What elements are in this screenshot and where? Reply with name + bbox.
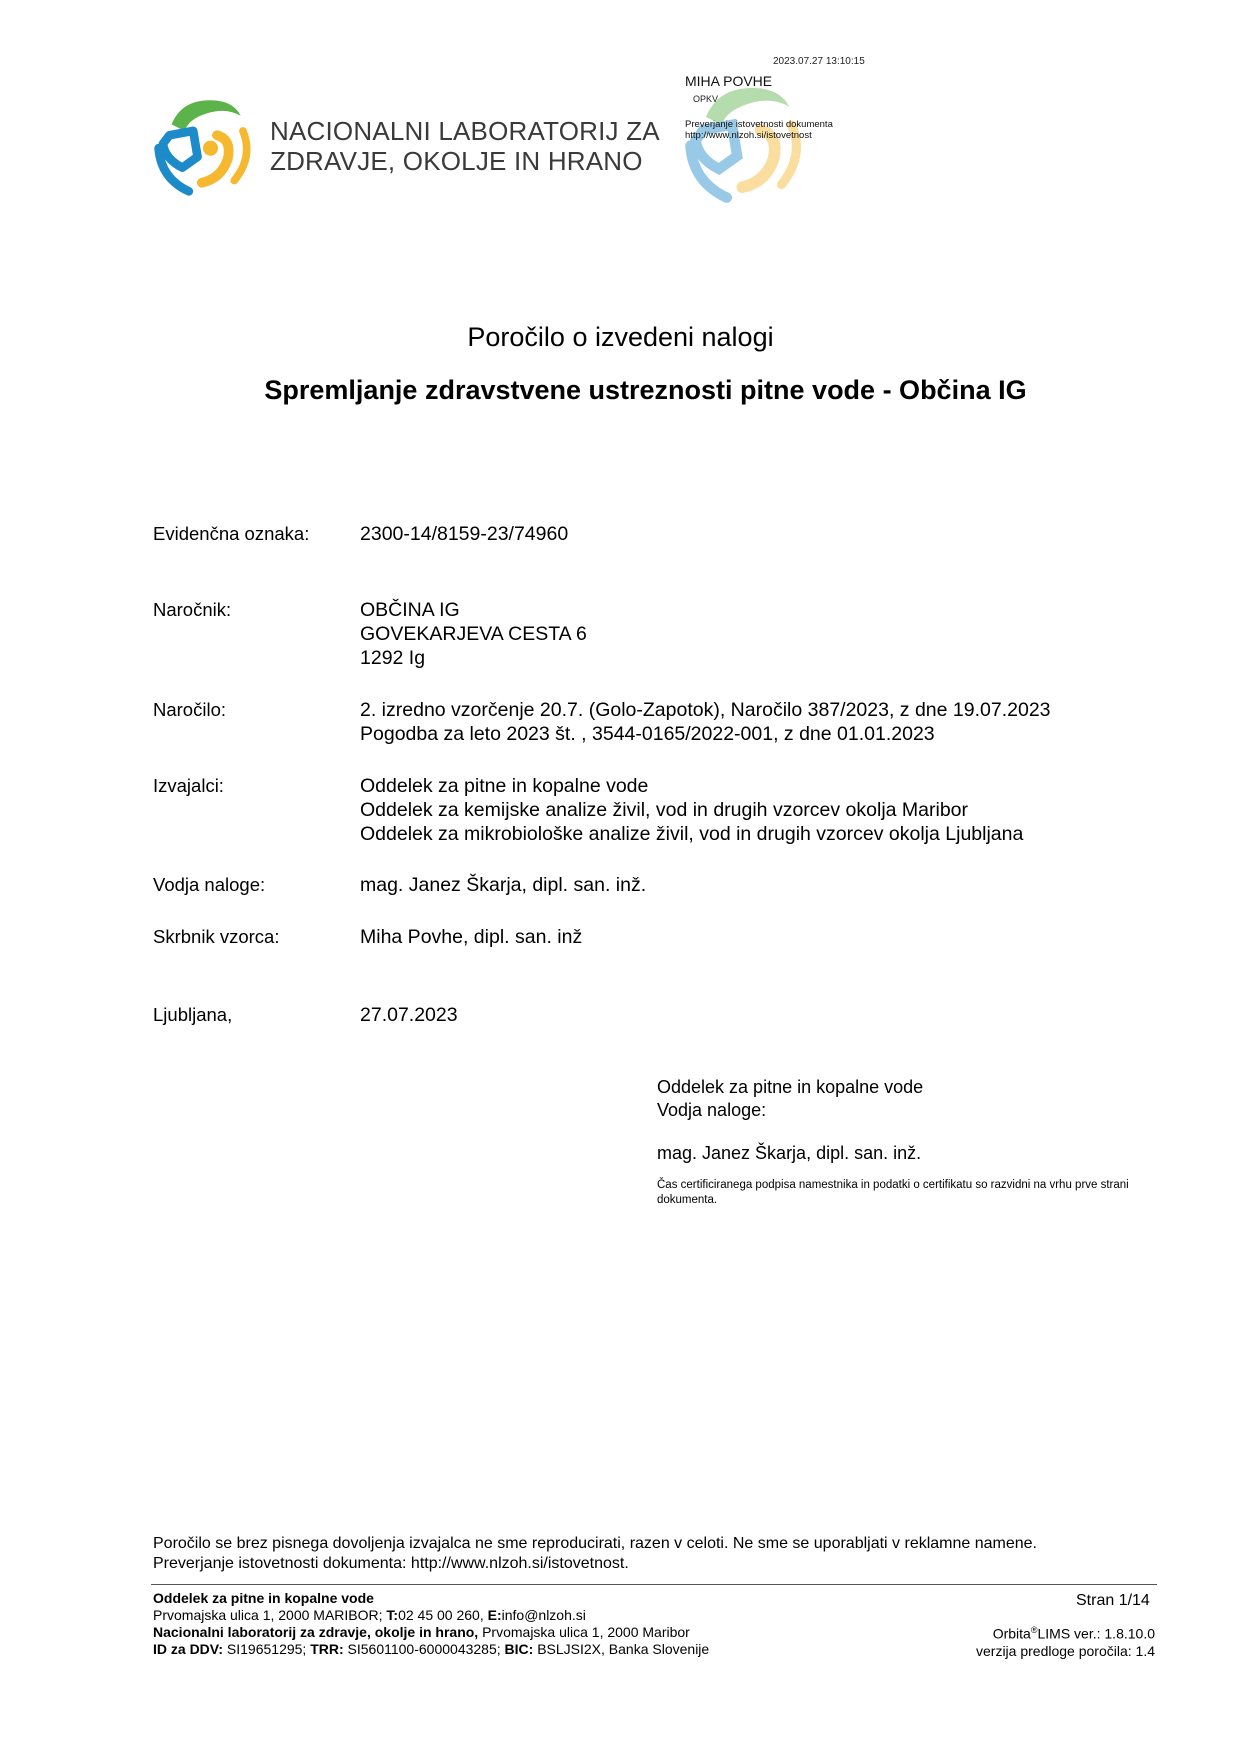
vodja-value: mag. Janez Škarja, dipl. san. inž. (360, 874, 647, 896)
footer-bic-label: BIC: (504, 1641, 534, 1657)
footer-email-label: E: (487, 1607, 502, 1623)
izvajalci-line: Oddelek za pitne in kopalne vode (360, 775, 649, 797)
narocnik-value (360, 598, 587, 670)
signature-verify-text: Preverjanje istovetnosti dokumenta (685, 119, 833, 130)
vodja-label: Vodja naloge: (153, 874, 266, 895)
lims-reg: ® (1030, 1625, 1038, 1635)
footer-info (153, 1590, 709, 1658)
footer-phone: 02 45 00 260, (398, 1607, 484, 1623)
narocilo-line: Pogodba za leto 2023 št. , 3544-0165/2022-001, z dne 01.01.2023 (360, 723, 935, 745)
lab-name-line2: ZDRAVJE, OKOLJE IN HRANO (270, 146, 643, 176)
footer-email[interactable]: info@nlzoh.si (501, 1607, 586, 1623)
izvajalci-line: Oddelek za mikrobiološke analize živil, vod in drugih vzorcev okolja Ljubljana (360, 823, 1024, 845)
footer-vat: SI19651295; (226, 1641, 307, 1657)
lab-name (270, 116, 660, 176)
disclaimer-line2: Preverjanje istovetnosti dokumenta: http://www.nlzoh.si/istovetnost. (153, 1555, 629, 1572)
footer-institution-address: Prvomajska ulica 1, 2000 Maribor (482, 1624, 690, 1640)
signature-signer: mag. Janez Škarja, dipl. san. inž. (657, 1143, 922, 1163)
signature-dept: Oddelek za pitne in kopalne vode (657, 1077, 924, 1097)
footer-trr: SI5601100-6000043285; (347, 1641, 501, 1657)
footer-dept: Oddelek za pitne in kopalne vode (153, 1590, 374, 1606)
narocnik-line: 1292 Ig (360, 647, 426, 669)
evidencna-label: Evidenčna oznaka: (153, 523, 310, 544)
lims-version: LIMS ver.: 1.8.10.0 (1037, 1625, 1155, 1642)
skrbnik-value: Miha Povhe, dipl. san. inž (360, 926, 583, 948)
narocnik-label: Naročnik: (153, 599, 232, 620)
footer-institution: Nacionalni laboratorij za zdravje, okolje in hrano, (153, 1624, 479, 1640)
signature-role: Vodja naloge: (657, 1100, 767, 1120)
signature-verify (685, 119, 833, 141)
signature-note: Čas certificiranega podpisa namestnika in podatki o certifikatu so razvidni na vrhu prve strani dokumenta. (657, 1179, 1129, 1206)
signature-timestamp: 2023.07.27 13:10:15 (773, 56, 865, 67)
narocnik-line: GOVEKARJEVA CESTA 6 (360, 623, 587, 645)
kraj-label: Ljubljana, (153, 1004, 233, 1025)
footer-divider (151, 1584, 1157, 1585)
signature-verify-link[interactable]: http://www.nlzoh.si/istovetnost (685, 130, 812, 141)
evidencna-value: 2300-14/8159-23/74960 (360, 523, 569, 545)
izvajalci-label: Izvajalci: (153, 775, 224, 796)
skrbnik-label: Skrbnik vzorca: (153, 926, 280, 947)
page-number: Stran 1/14 (1076, 1592, 1150, 1609)
lab-name-line1: NACIONALNI LABORATORIJ ZA (270, 116, 660, 146)
datum-value: 27.07.2023 (360, 1004, 458, 1026)
footer-bic: BSLJSI2X, Banka Slovenije (537, 1641, 710, 1657)
izvajalci-line: Oddelek za kemijske analize živil, vod in drugih vzorcev okolja Maribor (360, 799, 969, 821)
signature-name: MIHA POVHE (685, 73, 773, 89)
template-version: verzija predloge poročila: 1.4 (976, 1642, 1155, 1659)
nlzoh-logo (150, 92, 258, 200)
report-subtitle: Spremljanje zdravstvene ustreznosti pitne vode - Občina IG (264, 375, 1027, 405)
narocilo-value (360, 698, 1051, 746)
disclaimer-line1: Poročilo se brez pisnega dovoljenja izvajalca ne sme reproducirati, razen v celoti. Ne sme se uporabljati v reklamne namene. (153, 1535, 1037, 1552)
lims-info (976, 1622, 1155, 1660)
narocilo-line: 2. izredno vzorčenje 20.7. (Golo-Zapotok), Naročilo 387/2023, z dne 19.07.2023 (360, 699, 1051, 721)
signature-block (657, 1076, 923, 1122)
narocilo-label: Naročilo: (153, 699, 226, 720)
footer-vat-label: ID za DDV: (153, 1641, 224, 1657)
izvajalci-value (360, 774, 1023, 846)
lims-name: Orbita (992, 1625, 1031, 1642)
footer-address: Prvomajska ulica 1, 2000 MARIBOR; (153, 1607, 383, 1623)
disclaimer (153, 1534, 1037, 1574)
signature-org: OPKV (693, 94, 719, 104)
report-title: Poročilo o izvedeni nalogi (467, 322, 774, 352)
narocnik-line: OBČINA IG (360, 599, 460, 621)
footer-trr-label: TRR: (310, 1641, 344, 1657)
footer-phone-label: T: (386, 1607, 399, 1623)
